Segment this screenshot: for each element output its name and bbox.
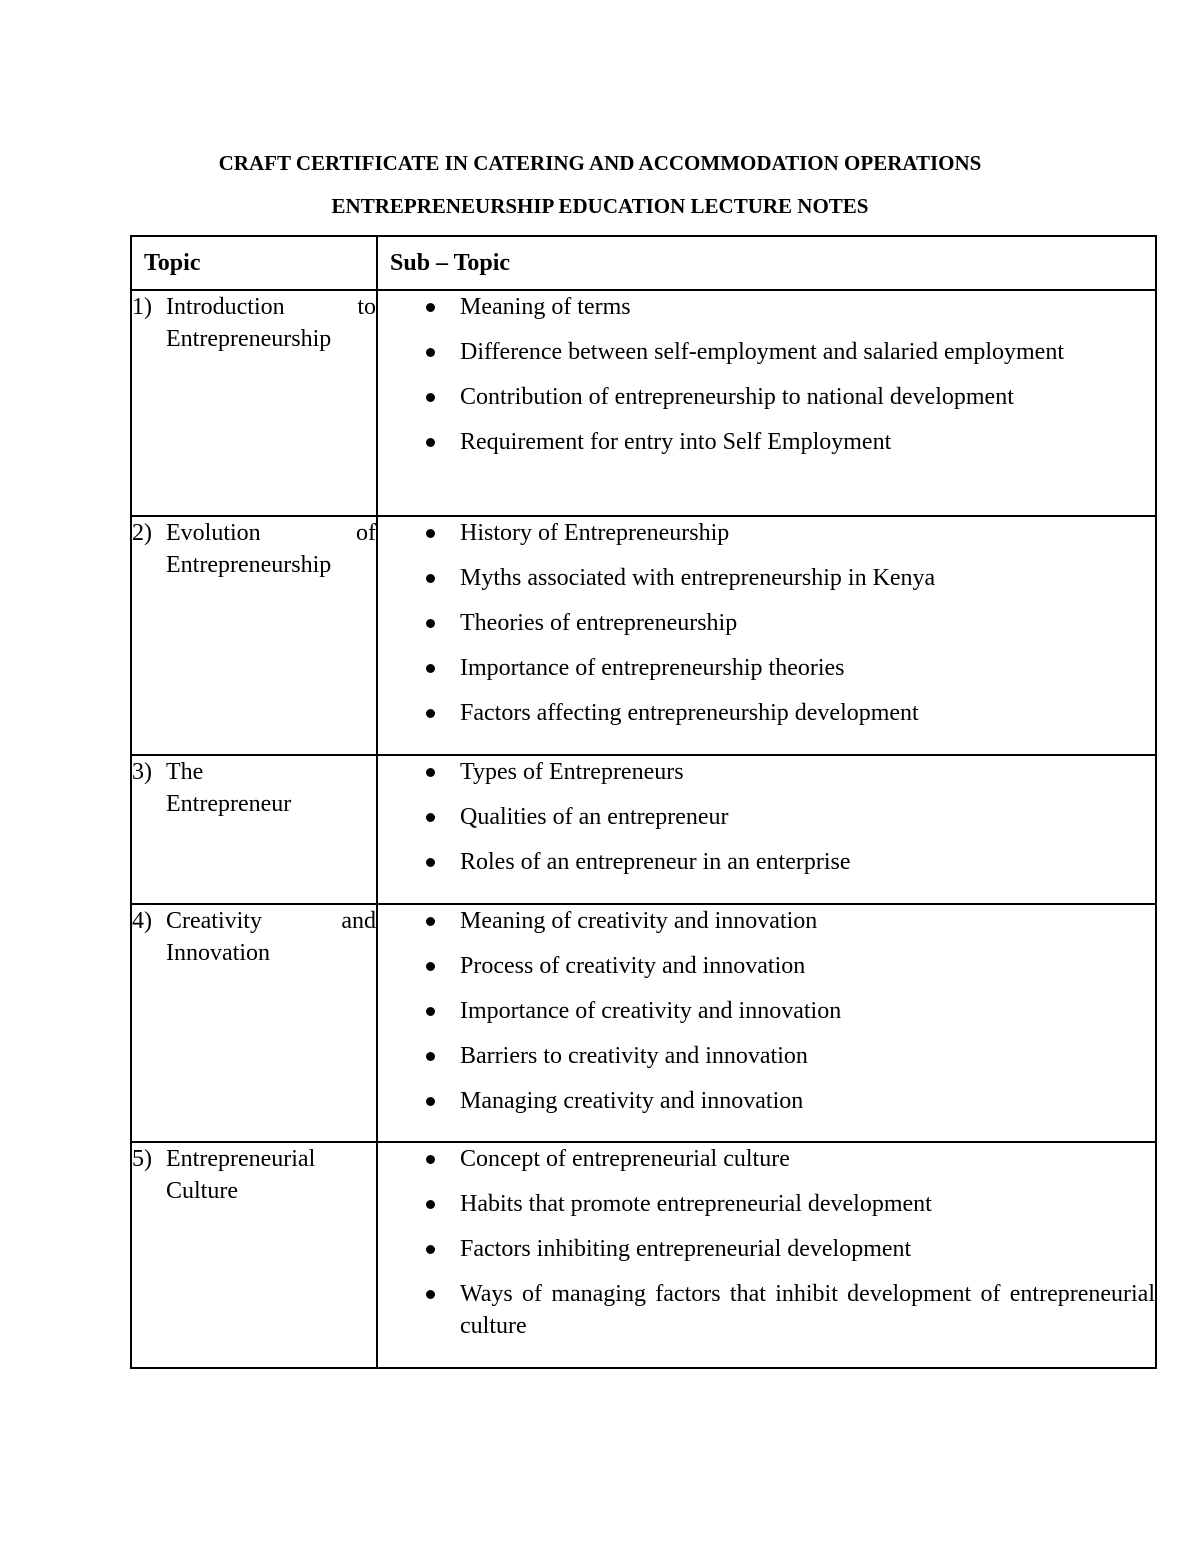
- topic-title-line2: Entrepreneur: [166, 791, 292, 817]
- subtopic-list: [378, 905, 1155, 1117]
- bullet-icon: [426, 393, 435, 402]
- bullet-icon: [426, 962, 435, 971]
- subtopic-list: [378, 1143, 1155, 1342]
- topic-title-line1: Entrepreneurial: [166, 1146, 316, 1172]
- subtopic-text: Requirement for entry into Self Employment: [460, 429, 892, 455]
- topic-number: 3): [132, 759, 152, 785]
- list-item: [378, 1040, 1155, 1072]
- bullet-icon: [426, 619, 435, 628]
- subtopic-text: Process of creativity and innovation: [460, 953, 806, 979]
- topic-first-line: [132, 291, 376, 323]
- subtopic-text: Difference between self-employment and salaried employment: [460, 339, 1064, 365]
- list-item: [378, 291, 1155, 323]
- subtopic-list: [378, 517, 1155, 729]
- table-row: [131, 290, 1156, 516]
- bullet-icon: [426, 1097, 435, 1106]
- topic-title-line1: Introduction to: [166, 294, 376, 320]
- subtopic-text: Managing creativity and innovation: [460, 1088, 804, 1114]
- list-item: [378, 995, 1155, 1027]
- bullet-icon: [426, 1245, 435, 1254]
- subtopic-text: Factors affecting entrepreneurship development: [460, 700, 919, 726]
- table-row: [131, 755, 1156, 904]
- topic-title-line1: Evolution of: [166, 520, 376, 546]
- subtopic-cell: [377, 904, 1156, 1142]
- topic-title-line2: Innovation: [166, 940, 270, 966]
- list-item: [378, 562, 1155, 594]
- list-item: [378, 607, 1155, 639]
- bullet-icon: [426, 438, 435, 447]
- list-item: [378, 517, 1155, 549]
- topic-title-line2: Culture: [166, 1178, 238, 1204]
- topic-first-line: [132, 756, 376, 788]
- bullet-icon: [426, 303, 435, 312]
- bullet-icon: [426, 1290, 435, 1299]
- topic-cell: [131, 290, 377, 516]
- bullet-icon: [426, 574, 435, 583]
- subtopic-text: Theories of entrepreneurship: [460, 610, 738, 636]
- list-item: [378, 697, 1155, 729]
- subtopic-cell: [377, 290, 1156, 516]
- subtopic-text: Concept of entrepreneurial culture: [460, 1146, 790, 1172]
- list-item: [378, 1233, 1155, 1265]
- topic-cell: [131, 904, 377, 1142]
- bullet-icon: [426, 858, 435, 867]
- list-item: [378, 1188, 1155, 1220]
- bullet-icon: [426, 917, 435, 926]
- topic-number: 1): [132, 294, 152, 320]
- topic-first-line: [132, 517, 376, 549]
- topic-cell: [131, 755, 377, 904]
- topic-title-line2: Entrepreneurship: [166, 552, 332, 578]
- document-title: CRAFT CERTIFICATE IN CATERING AND ACCOMMODATION OPERATIONS: [218, 151, 982, 175]
- subtopic-text: Contribution of entrepreneurship to national development: [460, 384, 1014, 410]
- list-item: [378, 1085, 1155, 1117]
- topic-cell: [131, 516, 377, 755]
- topic-number: 2): [132, 520, 152, 546]
- list-item: [378, 426, 1155, 458]
- bullet-icon: [426, 1007, 435, 1016]
- table-header-row: [131, 236, 1156, 290]
- list-item: [378, 336, 1155, 368]
- subtopic-text: Importance of creativity and innovation: [460, 998, 842, 1024]
- subtopic-list: [378, 291, 1155, 458]
- subtopic-text: Types of Entrepreneurs: [460, 759, 684, 785]
- bullet-icon: [426, 768, 435, 777]
- bullet-icon: [426, 813, 435, 822]
- subtopic-text: Importance of entrepreneurship theories: [460, 655, 845, 681]
- table-row: [131, 904, 1156, 1142]
- topic-title-line1: The: [166, 759, 204, 785]
- subtopic-cell: [377, 516, 1156, 755]
- topic-title-line2: Entrepreneurship: [166, 326, 332, 352]
- subtopic-list: [378, 756, 1155, 878]
- subtopic-text: Barriers to creativity and innovation: [460, 1043, 808, 1069]
- bullet-icon: [426, 664, 435, 673]
- table-row: [131, 516, 1156, 755]
- subtopic-text: Ways of managing factors that inhibit development of entrepreneurial culture: [460, 1281, 1155, 1339]
- subtopic-text: Meaning of terms: [460, 294, 631, 320]
- column-header-subtopic: Sub – Topic: [377, 236, 1156, 290]
- list-item: [378, 381, 1155, 413]
- list-item: [378, 905, 1155, 937]
- subtopic-cell: [377, 1142, 1156, 1368]
- topic-first-line: [132, 905, 376, 937]
- list-item: [378, 846, 1155, 878]
- list-item: [378, 1278, 1155, 1342]
- topic-number: 4): [132, 908, 152, 934]
- bullet-icon: [426, 1200, 435, 1209]
- topic-title-line1: Creativity and: [166, 908, 376, 934]
- subtopic-text: Roles of an entrepreneur in an enterprise: [460, 849, 851, 875]
- subtopic-text: Habits that promote entrepreneurial development: [460, 1191, 932, 1217]
- bullet-icon: [426, 709, 435, 718]
- topic-first-line: [132, 1143, 376, 1175]
- bullet-icon: [426, 529, 435, 538]
- topics-table: [130, 235, 1157, 1369]
- list-item: [378, 756, 1155, 788]
- bullet-icon: [426, 1155, 435, 1164]
- subtopic-cell: [377, 755, 1156, 904]
- bullet-icon: [426, 348, 435, 357]
- list-item: [378, 1143, 1155, 1175]
- table-row: [131, 1142, 1156, 1368]
- list-item: [378, 801, 1155, 833]
- subtopic-text: Meaning of creativity and innovation: [460, 908, 818, 934]
- column-header-topic: Topic: [131, 236, 377, 290]
- list-item: [378, 950, 1155, 982]
- topic-cell: [131, 1142, 377, 1368]
- bullet-icon: [426, 1052, 435, 1061]
- subtopic-text: History of Entrepreneurship: [460, 520, 730, 546]
- document-subtitle: ENTREPRENEURSHIP EDUCATION LECTURE NOTES: [331, 194, 869, 218]
- topic-number: 5): [132, 1146, 152, 1172]
- subtopic-text: Myths associated with entrepreneurship in Kenya: [460, 565, 936, 591]
- subtopic-text: Factors inhibiting entrepreneurial development: [460, 1236, 912, 1262]
- list-item: [378, 652, 1155, 684]
- subtopic-text: Qualities of an entrepreneur: [460, 804, 729, 830]
